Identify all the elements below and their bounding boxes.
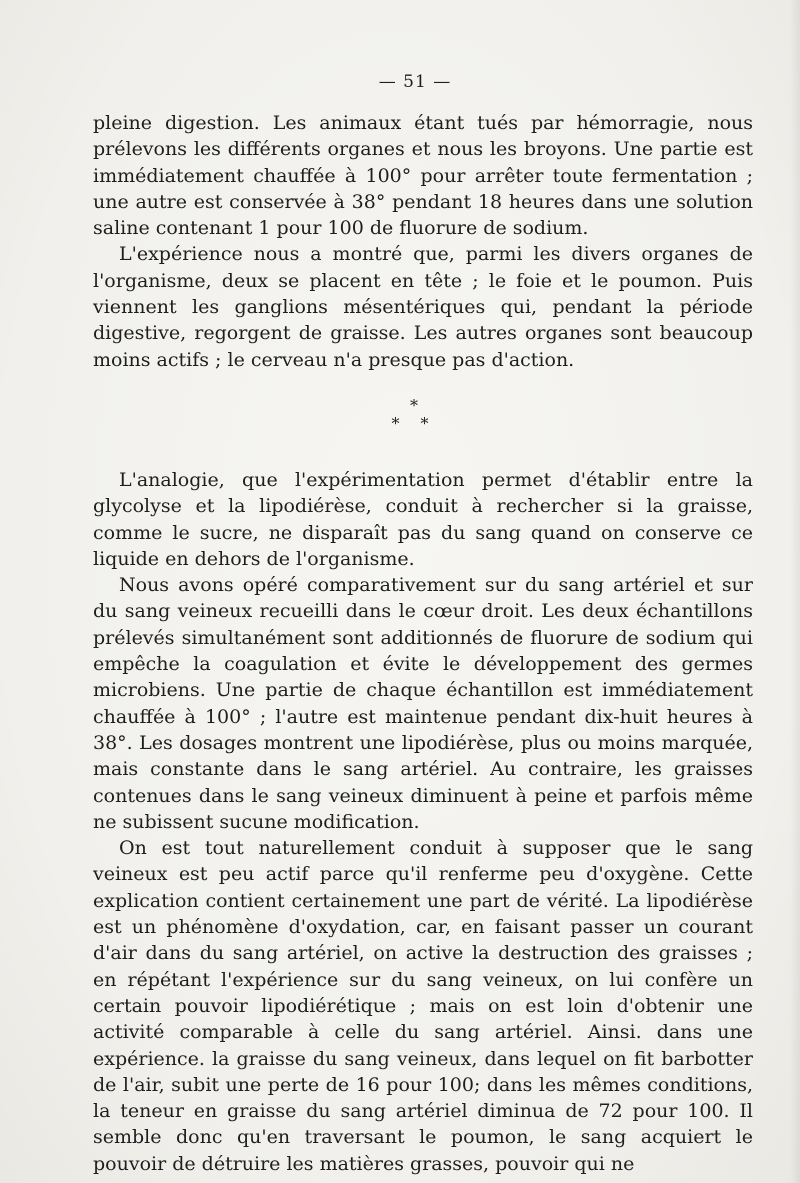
text-block-lower <box>93 467 753 1177</box>
paragraph-digestion: pleine digestion. Les animaux étant tués par hémorragie, nous prélevons les différents organes et nous les broyons. Une partie est immédiatement chauffée à 100° pour arrêter toute fermentation ; une autre est conservée à 38° pendant 18 heures dans une solution saline contenant 1 pour 100 de fluorure de sodium. <box>93 112 753 240</box>
paragraph-sang-veineux: On est tout naturellement conduit à supposer que le sang veineux est peu actif parce qu'il renferme peu d'oxygène. Cette explication contient certainement une part de vérité. La lipodiérèse est un phénomène d'oxydation, car, en faisant passer un courant d'air dans du sang artériel, on active la destruction des graisses ; en répétant l'expérience sur du sang veineux, on lui confère un certain pouvoir lipodiérétique ; mais on est loin d'obtenir une activité comparable à celle du sang artériel. Ainsi. dans une expérience. la graisse du sang veineux, dans lequel on fit barbotter de l'air, subit une perte de 16 pour 100; dans les mêmes conditions, la teneur en graisse du sang artériel diminua de 72 pour 100. Il semble donc qu'en traversant le poumon, le sang acquiert le pouvoir de détruire les matières grasses, pouvoir qui ne <box>93 837 753 1175</box>
paragraph-experience-organs: L'expérience nous a montré que, parmi les divers organes de l'organisme, deux se placent en tête ; le foie et le poumon. Puis viennent les ganglions mésentériques qui, pendant la période digestive, regorgent de graisse. Les autres organes sont beaucoup moins actifs ; le cerveau n'a presque pas d'action. <box>93 243 753 371</box>
paragraph-analogie: L'analogie, que l'expérimentation permet d'établir entre la glycolyse et la lipodiérèse, conduit à rechercher si la graisse, comme le sucre, ne disparaît pas du sang quand on conserve ce liquide en dehors de l'organisme. <box>93 469 753 570</box>
page-edge-shadow <box>790 0 800 1183</box>
asterism-top: * <box>410 396 418 415</box>
text-block-upper <box>93 110 753 373</box>
asterism-bottom: * * <box>391 414 437 433</box>
page-number: — 51 — <box>378 72 452 92</box>
paragraph-sang-arteriel: Nous avons opéré comparativement sur du sang artériel et sur du sang veineux recueilli dans le cœur droit. Les deux échantillons prélevés simultanément sont additionnés de fluorure de sodium qui empêche la coagulation et évite le développement des germes microbiens. Une partie de chaque échantillon est immédiatement chauffée à 100° ; l'autre est maintenue pendant dix-huit heures à 38°. Les dosages montrent une lipodiérèse, plus ou moins marquée, mais constante dans le sang artériel. Au contraire, les graisses contenues dans le sang veineux diminuent à peine et parfois même ne subissent sucune modification. <box>93 574 753 833</box>
